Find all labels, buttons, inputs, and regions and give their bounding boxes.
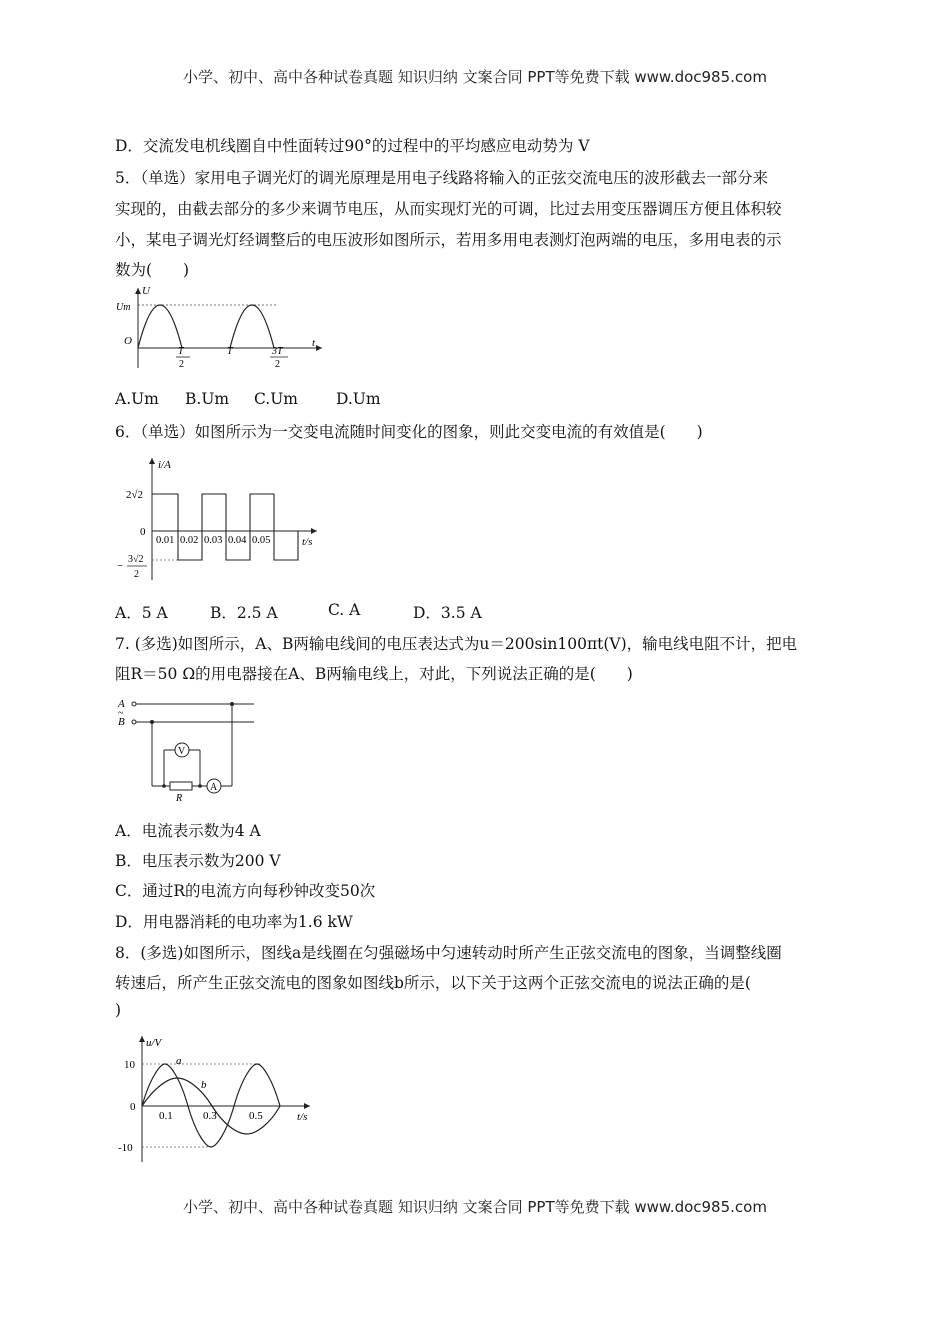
q8-y-label: u/V: [146, 1037, 162, 1049]
q7-line-1: 7. (多选)如图所示，A、B两输电线间的电压表达式为u＝200sin100πt(V)，输电线电阻不计，把电: [115, 635, 798, 653]
q5-option-b: B.Um: [185, 390, 230, 408]
q6-neg-label-den: 2: [134, 569, 139, 580]
q5-waveform-hump-1: [138, 305, 182, 348]
q6-neg-label-num: 3√2: [128, 554, 144, 565]
q8-x-tick: 0.5: [249, 1110, 263, 1122]
q7-option-b: B．电压表示数为200 V: [115, 852, 281, 870]
q7-tilde: ~: [118, 708, 124, 719]
q5-line-1: 5．（单选）家用电子调光灯的调光原理是用电子线路将输入的正弦交流电压的波形截去一部分来: [115, 169, 769, 187]
q6-square-wave: [152, 494, 298, 560]
q5-option-d: D.Um: [336, 390, 381, 408]
page-footer: 小学、初中、高中各种试卷真题 知识归纳 文案合同 PPT等免费下载 www.doc985.com: [183, 1198, 767, 1216]
q6-option-b: B．2.5 A: [210, 604, 278, 622]
q7-voltmeter-label: V: [178, 746, 186, 757]
q8-curve-b-label: b: [201, 1079, 207, 1091]
q8-curve-a-label: a: [176, 1055, 182, 1067]
q6-tick-label: 0.01: [156, 535, 175, 546]
q5-um-label: Um: [116, 302, 131, 313]
q5-tick-3t2-num: 3T: [272, 346, 283, 357]
q6-pos-label: 2√2: [126, 489, 144, 501]
q7-ammeter-label: A: [210, 782, 218, 793]
q5-waveform-figure: [112, 282, 332, 374]
q6-option-c: C. A: [328, 601, 361, 619]
q5-option-a: A.Um: [115, 390, 159, 408]
q5-tick-3t2-den: 2: [275, 359, 280, 370]
q6-origin-label: 0: [140, 526, 146, 538]
q6-neg-sign: −: [117, 560, 124, 572]
q5-y-label: U: [142, 285, 150, 297]
q7-circuit-figure: [112, 694, 262, 804]
q6-y-label: i/A: [158, 459, 171, 471]
q5-option-c: C.Um: [254, 390, 298, 408]
q6-x-label: t/s: [302, 536, 313, 548]
q5-tick-t2-num: T: [178, 346, 184, 357]
q8-y-tick-neg10: -10: [118, 1142, 133, 1154]
q5-waveform-hump-2: [230, 305, 274, 348]
q4-option-d: D．交流发电机线圈自中性面转过90°的过程中的平均感应电动势为 V: [115, 137, 590, 155]
q5-t-axis-label: t: [312, 337, 316, 349]
q8-y-tick-10: 10: [124, 1059, 135, 1071]
q8-x-tick: 0.3: [203, 1110, 217, 1122]
q7-terminal-b: B: [118, 716, 125, 728]
q6-tick-label: 0.02: [180, 535, 199, 546]
q8-line-1: 8．(多选)如图所示，图线a是线圈在匀强磁场中匀速转动时所产生正弦交流电的图象，当调整线圈: [115, 944, 782, 962]
q8-line-3: ): [115, 1001, 122, 1019]
q8-sine-figure: [112, 1030, 322, 1165]
q6-square-wave-figure: [112, 452, 327, 582]
q8-x-tick: 0.1: [159, 1110, 173, 1122]
q7-option-c: C．通过R的电流方向每秒钟改变50次: [115, 882, 376, 900]
q6-tick-label: 0.05: [252, 535, 271, 546]
q7-terminal-a: A: [118, 698, 125, 710]
q7-option-a: A．电流表示数为4 A: [115, 822, 261, 840]
q5-line-4: 数为( ): [115, 261, 190, 279]
q8-line-2: 转速后，所产生正弦交流电的图象如图线b所示，以下关于这两个正弦交流电的说法正确的是(: [115, 974, 751, 992]
q5-line-3: 小，某电子调光灯经调整后的电压波形如图所示，若用多用电表测灯泡两端的电压，多用电表的示: [115, 231, 782, 249]
q7-resistor-label: R: [176, 793, 183, 804]
q5-tick-t: T: [227, 346, 233, 357]
q5-tick-t2-den: 2: [179, 359, 184, 370]
q6-line: 6．（单选）如图所示为一交变电流随时间变化的图象，则此交变电流的有效值是( ): [115, 423, 703, 441]
q6-option-a: A．5 A: [115, 604, 168, 622]
q6-tick-label: 0.03: [204, 535, 223, 546]
q7-line-2: 阻R＝50 Ω的用电器接在A、B两输电线上，对此，下列说法正确的是( ): [115, 665, 633, 683]
q8-origin-label: 0: [130, 1101, 136, 1113]
q8-x-label: t/s: [297, 1111, 308, 1123]
q5-line-2: 实现的，由截去部分的多少来调节电压，从而实现灯光的可调，比过去用变压器调压方便且体积较: [115, 200, 782, 218]
q6-tick-label: 0.04: [228, 535, 247, 546]
q6-option-d: D．3.5 A: [413, 604, 482, 622]
page-header: 小学、初中、高中各种试卷真题 知识归纳 文案合同 PPT等免费下载 www.doc985.com: [183, 68, 767, 86]
q5-origin-label: O: [124, 335, 132, 347]
resistor-icon: [170, 782, 192, 790]
q7-option-d: D．用电器消耗的电功率为1.6 kW: [115, 913, 353, 931]
